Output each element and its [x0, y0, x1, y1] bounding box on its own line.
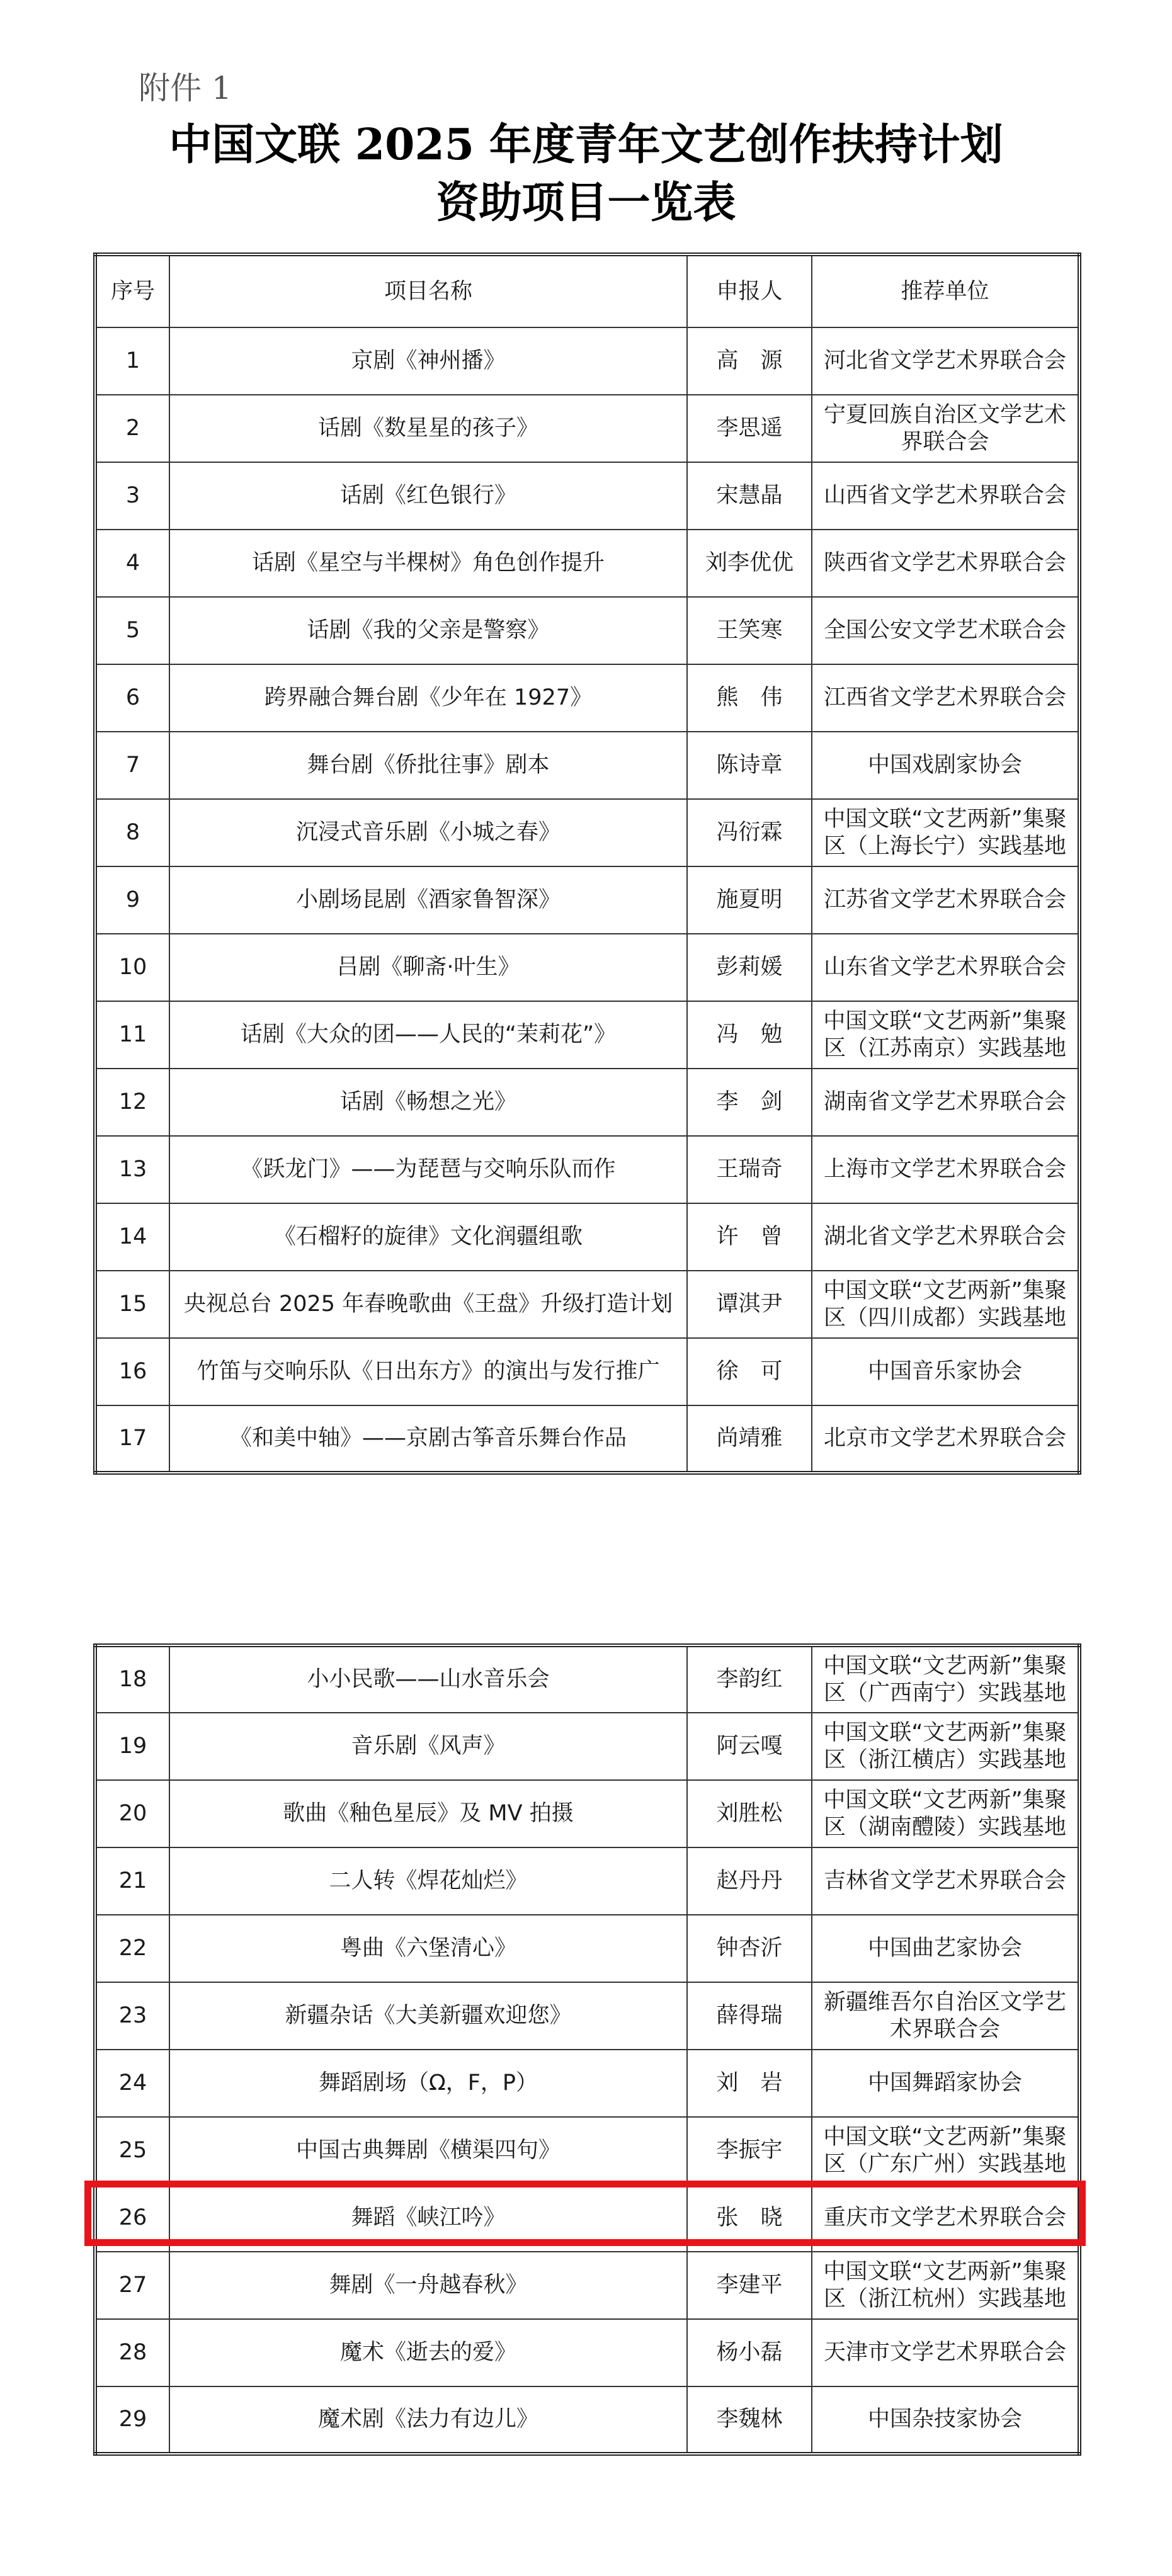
cell-unit: 上海市文学艺术界联合会: [812, 1136, 1079, 1203]
cell-project: 跨界融合舞台剧《少年在 1927》: [169, 664, 687, 732]
table-row: [95, 799, 1079, 866]
cell-unit: 中国戏剧家协会: [812, 732, 1079, 799]
table-row: [95, 2184, 1079, 2252]
table-row: [95, 2386, 1079, 2454]
table-row: [95, 1982, 1079, 2050]
cell-applicant: 杨小磊: [687, 2319, 812, 2386]
funding-table-page-2: [93, 1643, 1081, 2456]
cell-unit: 山东省文学艺术界联合会: [812, 934, 1079, 1001]
cell-index: 21: [95, 1847, 169, 1915]
table-header-row: [95, 254, 1079, 327]
cell-unit: 中国音乐家协会: [812, 1338, 1079, 1405]
cell-index: 2: [95, 395, 169, 462]
cell-applicant: 李 剑: [687, 1069, 812, 1136]
cell-project: 央视总台 2025 年春晚歌曲《王盘》升级打造计划: [169, 1271, 687, 1338]
cell-applicant: 施夏明: [687, 866, 812, 934]
cell-index: 13: [95, 1136, 169, 1203]
cell-project: 中国古典舞剧《横渠四句》: [169, 2117, 687, 2184]
cell-index: 29: [95, 2386, 169, 2454]
cell-applicant: 徐 可: [687, 1338, 812, 1405]
table-row: [95, 1203, 1079, 1271]
cell-index: 18: [95, 1645, 169, 1713]
cell-unit: 中国文联“文艺两新”集聚区（浙江杭州）实践基地: [812, 2252, 1079, 2319]
cell-project: 沉浸式音乐剧《小城之春》: [169, 799, 687, 866]
cell-applicant: 宋慧晶: [687, 462, 812, 530]
cell-index: 10: [95, 934, 169, 1001]
cell-unit: 中国文联“文艺两新”集聚区（四川成都）实践基地: [812, 1271, 1079, 1338]
cell-index: 6: [95, 664, 169, 732]
table-row: [95, 1713, 1079, 1780]
cell-project: 话剧《畅想之光》: [169, 1069, 687, 1136]
cell-project: 话剧《数星星的孩子》: [169, 395, 687, 462]
funding-table-page-1: [93, 252, 1081, 1475]
cell-index: 15: [95, 1271, 169, 1338]
cell-project: 吕剧《聊斋·叶生》: [169, 934, 687, 1001]
cell-unit: 中国文联“文艺两新”集聚区（湖南醴陵）实践基地: [812, 1780, 1079, 1847]
table-row: [95, 1136, 1079, 1203]
cell-applicant: 冯 勉: [687, 1001, 812, 1069]
table-row: [95, 327, 1079, 395]
cell-unit: 吉林省文学艺术界联合会: [812, 1847, 1079, 1915]
table-row: [95, 1915, 1079, 1982]
cell-index: 1: [95, 327, 169, 395]
cell-unit: 中国文联“文艺两新”集聚区（广西南宁）实践基地: [812, 1645, 1079, 1713]
cell-unit: 天津市文学艺术界联合会: [812, 2319, 1079, 2386]
table-row: [95, 1405, 1079, 1473]
cell-project: 《和美中轴》——京剧古筝音乐舞台作品: [169, 1405, 687, 1473]
cell-project: 话剧《大众的团——人民的“茉莉花”》: [169, 1001, 687, 1069]
cell-applicant: 李韵红: [687, 1645, 812, 1713]
cell-project: 舞蹈《峡江吟》: [169, 2184, 687, 2252]
cell-unit: 重庆市文学艺术界联合会: [812, 2184, 1079, 2252]
cell-applicant: 许 曾: [687, 1203, 812, 1271]
cell-applicant: 冯衍霖: [687, 799, 812, 866]
cell-index: 7: [95, 732, 169, 799]
cell-unit: 中国文联“文艺两新”集聚区（浙江横店）实践基地: [812, 1713, 1079, 1780]
table-row: [95, 1271, 1079, 1338]
cell-unit: 山西省文学艺术界联合会: [812, 462, 1079, 530]
cell-applicant: 彭莉媛: [687, 934, 812, 1001]
cell-applicant: 赵丹丹: [687, 1847, 812, 1915]
cell-index: 23: [95, 1982, 169, 2050]
cell-project: 《石榴籽的旋律》文化润疆组歌: [169, 1203, 687, 1271]
cell-project: 歌曲《釉色星辰》及 MV 拍摄: [169, 1780, 687, 1847]
cell-applicant: 谭淇尹: [687, 1271, 812, 1338]
cell-index: 26: [95, 2184, 169, 2252]
cell-project: 小小民歌——山水音乐会: [169, 1645, 687, 1713]
table-row: [95, 2319, 1079, 2386]
cell-project: 话剧《红色银行》: [169, 462, 687, 530]
attachment-label: 附件 1: [139, 70, 232, 106]
cell-applicant: 陈诗章: [687, 732, 812, 799]
cell-unit: 江西省文学艺术界联合会: [812, 664, 1079, 732]
cell-project: 小剧场昆剧《酒家鲁智深》: [169, 866, 687, 934]
table-row: [95, 1645, 1079, 1713]
cell-applicant: 李魏林: [687, 2386, 812, 2454]
table-row: [95, 462, 1079, 530]
cell-unit: 新疆维吾尔自治区文学艺术界联合会: [812, 1982, 1079, 2050]
cell-applicant: 李振宇: [687, 2117, 812, 2184]
cell-applicant: 刘李优优: [687, 530, 812, 597]
cell-index: 16: [95, 1338, 169, 1405]
header-project: 项目名称: [169, 254, 687, 327]
cell-unit: 湖南省文学艺术界联合会: [812, 1069, 1079, 1136]
cell-project: 舞剧《一舟越春秋》: [169, 2252, 687, 2319]
cell-project: 魔术剧《法力有边儿》: [169, 2386, 687, 2454]
cell-project: 二人转《焊花灿烂》: [169, 1847, 687, 1915]
table-row: [95, 2117, 1079, 2184]
cell-applicant: 李建平: [687, 2252, 812, 2319]
cell-project: 竹笛与交响乐队《日出东方》的演出与发行推广: [169, 1338, 687, 1405]
cell-index: 14: [95, 1203, 169, 1271]
cell-unit: 中国文联“文艺两新”集聚区（上海长宁）实践基地: [812, 799, 1079, 866]
cell-unit: 北京市文学艺术界联合会: [812, 1405, 1079, 1473]
cell-index: 12: [95, 1069, 169, 1136]
cell-index: 8: [95, 799, 169, 866]
document-title: 中国文联 2025 年度青年文艺创作扶持计划: [169, 120, 1003, 170]
table-row: [95, 597, 1079, 664]
cell-unit: 宁夏回族自治区文学艺术界联合会: [812, 395, 1079, 462]
cell-unit: 中国曲艺家协会: [812, 1915, 1079, 1982]
table-row: [95, 395, 1079, 462]
cell-index: 3: [95, 462, 169, 530]
cell-unit: 河北省文学艺术界联合会: [812, 327, 1079, 395]
header-index: 序号: [95, 254, 169, 327]
cell-index: 11: [95, 1001, 169, 1069]
table-row: [95, 2252, 1079, 2319]
cell-index: 9: [95, 866, 169, 934]
cell-index: 5: [95, 597, 169, 664]
cell-applicant: 王笑寒: [687, 597, 812, 664]
cell-unit: 全国公安文学艺术联合会: [812, 597, 1079, 664]
cell-project: 京剧《神州播》: [169, 327, 687, 395]
cell-project: 舞台剧《侨批往事》剧本: [169, 732, 687, 799]
cell-project: 舞蹈剧场（Ω，F，P）: [169, 2050, 687, 2117]
table-row: [95, 2050, 1079, 2117]
cell-project: 粤曲《六堡清心》: [169, 1915, 687, 1982]
table-row: [95, 530, 1079, 597]
cell-applicant: 高 源: [687, 327, 812, 395]
cell-index: 27: [95, 2252, 169, 2319]
cell-applicant: 尚靖雅: [687, 1405, 812, 1473]
cell-unit: 中国杂技家协会: [812, 2386, 1079, 2454]
table-row: [95, 1780, 1079, 1847]
cell-unit: 江苏省文学艺术界联合会: [812, 866, 1079, 934]
cell-unit: 中国舞蹈家协会: [812, 2050, 1079, 2117]
table-row: [95, 732, 1079, 799]
cell-applicant: 张 晓: [687, 2184, 812, 2252]
cell-project: 话剧《我的父亲是警察》: [169, 597, 687, 664]
header-applicant: 申报人: [687, 254, 812, 327]
table-row: [95, 934, 1079, 1001]
cell-applicant: 钟杏沂: [687, 1915, 812, 1982]
cell-index: 19: [95, 1713, 169, 1780]
cell-index: 17: [95, 1405, 169, 1473]
cell-index: 4: [95, 530, 169, 597]
cell-unit: 中国文联“文艺两新”集聚区（江苏南京）实践基地: [812, 1001, 1079, 1069]
cell-unit: 中国文联“文艺两新”集聚区（广东广州）实践基地: [812, 2117, 1079, 2184]
cell-project: 新疆杂话《大美新疆欢迎您》: [169, 1982, 687, 2050]
cell-index: 28: [95, 2319, 169, 2386]
cell-project: 《跃龙门》——为琵琶与交响乐队而作: [169, 1136, 687, 1203]
cell-project: 魔术《逝去的爱》: [169, 2319, 687, 2386]
cell-index: 20: [95, 1780, 169, 1847]
table-row: [95, 1069, 1079, 1136]
cell-project: 话剧《星空与半棵树》角色创作提升: [169, 530, 687, 597]
document-subtitle: 资助项目一览表: [436, 178, 736, 228]
cell-index: 25: [95, 2117, 169, 2184]
cell-unit: 陕西省文学艺术界联合会: [812, 530, 1079, 597]
table-row: [95, 866, 1079, 934]
cell-applicant: 薛得瑞: [687, 1982, 812, 2050]
cell-applicant: 李思遥: [687, 395, 812, 462]
table-row: [95, 1001, 1079, 1069]
table-row: [95, 1338, 1079, 1405]
cell-unit: 湖北省文学艺术界联合会: [812, 1203, 1079, 1271]
cell-applicant: 刘胜松: [687, 1780, 812, 1847]
cell-index: 22: [95, 1915, 169, 1982]
cell-applicant: 王瑞奇: [687, 1136, 812, 1203]
cell-applicant: 刘 岩: [687, 2050, 812, 2117]
cell-project: 音乐剧《风声》: [169, 1713, 687, 1780]
table-row: [95, 664, 1079, 732]
table-row: [95, 1847, 1079, 1915]
header-unit: 推荐单位: [812, 254, 1079, 327]
cell-index: 24: [95, 2050, 169, 2117]
cell-applicant: 熊 伟: [687, 664, 812, 732]
cell-applicant: 阿云嘎: [687, 1713, 812, 1780]
